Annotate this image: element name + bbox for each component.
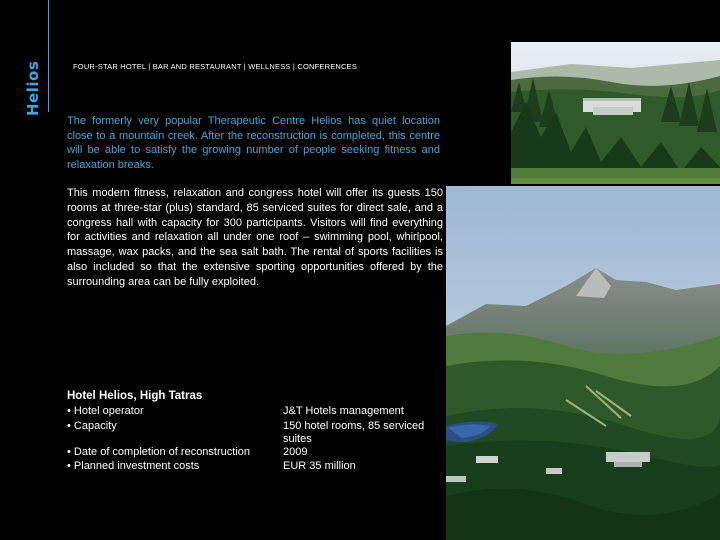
description-paragraph: This modern fitness, relaxation and congress hotel will offer its guests 150 rooms at three-star (plus) standard, 85 serviced suites for direct sale, and a congress hall with capacity for 300 participants. Visitors will find everything for activities and relaxation all under one roof – swimming pool, whirlpool, massage, wax packs, and the sea salt bath. The rental of sports facilities is also included so that the extensive sporting opportunities offered by the surrounding area can be fully exploited. [67,187,443,288]
tagline: FOUR-STAR HOTEL | BAR AND RESTAURANT | WELLNESS | CONFERENCES [73,62,358,71]
facts-title: Hotel Helios, High Tatras [67,390,203,402]
facts-value: 150 hotel rooms, 85 serviced suites [283,420,425,445]
brand-vertical-title: Helios [24,60,42,116]
hotel-forest-photo [511,42,720,184]
intro-paragraph: The formerly very popular Therapeutic Centre Helios has quiet location close to a mountain creek. After the reconstruction is completed, this centre will be able to satisfy the growing number of people seeking fitness and relaxation breaks. [67,115,440,171]
high-tatras-mountain-photo [446,186,720,540]
facts-value: J&T Hotels management [283,405,404,417]
facts-label: • Planned investment costs [67,460,200,472]
facts-label: • Date of completion of reconstruction [67,446,250,458]
facts-label: • Hotel operator [67,405,144,417]
brand-divider-line [48,0,49,112]
facts-value: EUR 35 million [283,460,356,472]
facts-label: • Capacity [67,420,117,432]
facts-value: 2009 [283,446,308,458]
